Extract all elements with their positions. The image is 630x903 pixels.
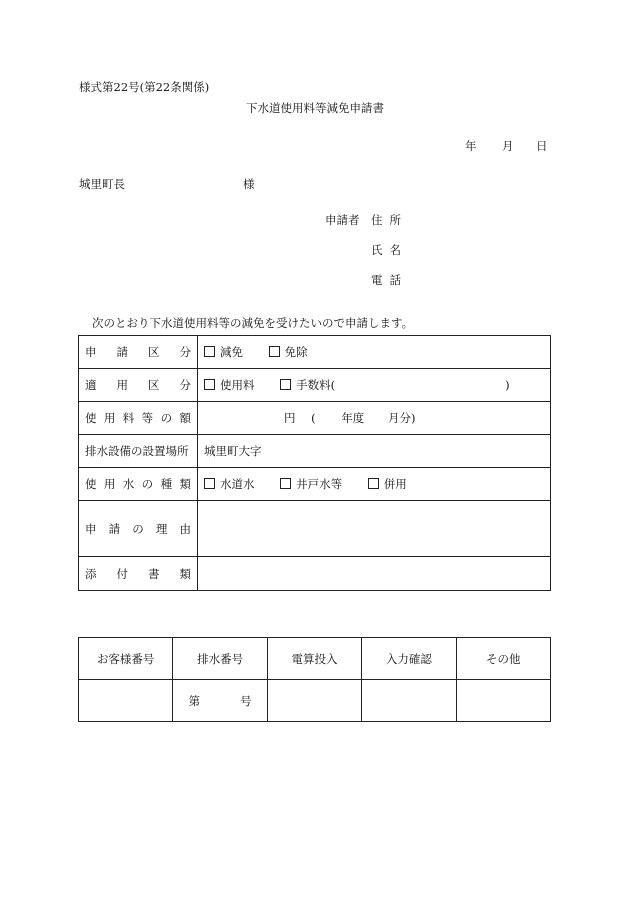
other-cell[interactable] [456, 680, 550, 722]
row-attachments [79, 557, 551, 591]
addressee-honorific: 様 [243, 177, 255, 191]
usage-fee-checkbox[interactable] [204, 379, 215, 390]
amount-field[interactable]: 円 ( 年度 月分) [198, 402, 551, 435]
exemption-checkbox[interactable] [269, 346, 280, 357]
date-year-label: 年 [465, 139, 477, 153]
combined-option[interactable]: 併用 [368, 477, 407, 491]
other-header: その他 [456, 638, 550, 680]
combined-checkbox[interactable] [368, 478, 379, 489]
drain-number-header: 排水番号 [173, 638, 267, 680]
data-entry-cell[interactable] [267, 680, 361, 722]
office-header-row [79, 638, 551, 680]
document-title: 下水道使用料等減免申請書 [246, 101, 384, 115]
location-field[interactable]: 城里町大字 [198, 435, 551, 468]
row-water-type [79, 468, 551, 501]
address-label: 住所 [371, 213, 408, 227]
location-label: 排水設備の設置場所 [79, 435, 198, 468]
customer-number-cell[interactable] [79, 680, 173, 722]
handling-fee-option[interactable]: 手数料( ) [280, 378, 510, 392]
exemption-option[interactable]: 免除 [269, 345, 308, 359]
phone-label: 電話 [371, 273, 408, 287]
application-table [78, 335, 551, 591]
water-type-field [198, 468, 551, 501]
customer-number-header: お客様番号 [79, 638, 173, 680]
usage-fee-option[interactable]: 使用料 [204, 378, 255, 392]
attachments-field[interactable] [198, 557, 551, 591]
handling-fee-checkbox[interactable] [280, 379, 291, 390]
well-water-option[interactable]: 井戸水等 [280, 477, 342, 491]
name-label: 氏名 [371, 243, 408, 257]
well-water-checkbox[interactable] [280, 478, 291, 489]
office-use-table [78, 637, 551, 722]
applicant-label: 申請者 [325, 213, 360, 227]
form-number: 様式第22号(第22条関係) [79, 80, 210, 94]
date-month-label: 月 [502, 139, 514, 153]
category-field [198, 336, 551, 369]
tap-water-option[interactable]: 水道水 [204, 477, 255, 491]
drain-number-cell[interactable]: 第 号 [173, 680, 267, 722]
date-day-label: 日 [536, 139, 548, 153]
row-reason [79, 501, 551, 557]
category-label: 申 請 区 分 [79, 336, 198, 369]
reason-field[interactable] [198, 501, 551, 557]
attachments-label: 添 付 書 類 [79, 557, 198, 591]
row-amount [79, 402, 551, 435]
reduction-checkbox[interactable] [204, 346, 215, 357]
intro-text: 次のとおり下水道使用料等の減免を受けたいので申請します。 [92, 316, 414, 330]
water-type-label: 使 用 水 の 種 類 [79, 468, 198, 501]
data-entry-header: 電算投入 [267, 638, 361, 680]
tap-water-checkbox[interactable] [204, 478, 215, 489]
row-apply-category [79, 369, 551, 402]
input-check-cell[interactable] [362, 680, 456, 722]
reduction-option[interactable]: 減免 [204, 345, 243, 359]
apply-category-label: 適 用 区 分 [79, 369, 198, 402]
row-location [79, 435, 551, 468]
apply-category-field [198, 369, 551, 402]
addressee-name: 城里町長 [79, 177, 125, 191]
reason-label: 申 請 の 理 由 [79, 501, 198, 557]
row-category [79, 336, 551, 369]
amount-label: 使 用 料 等 の 額 [79, 402, 198, 435]
office-body-row [79, 680, 551, 722]
input-check-header: 入力確認 [362, 638, 456, 680]
